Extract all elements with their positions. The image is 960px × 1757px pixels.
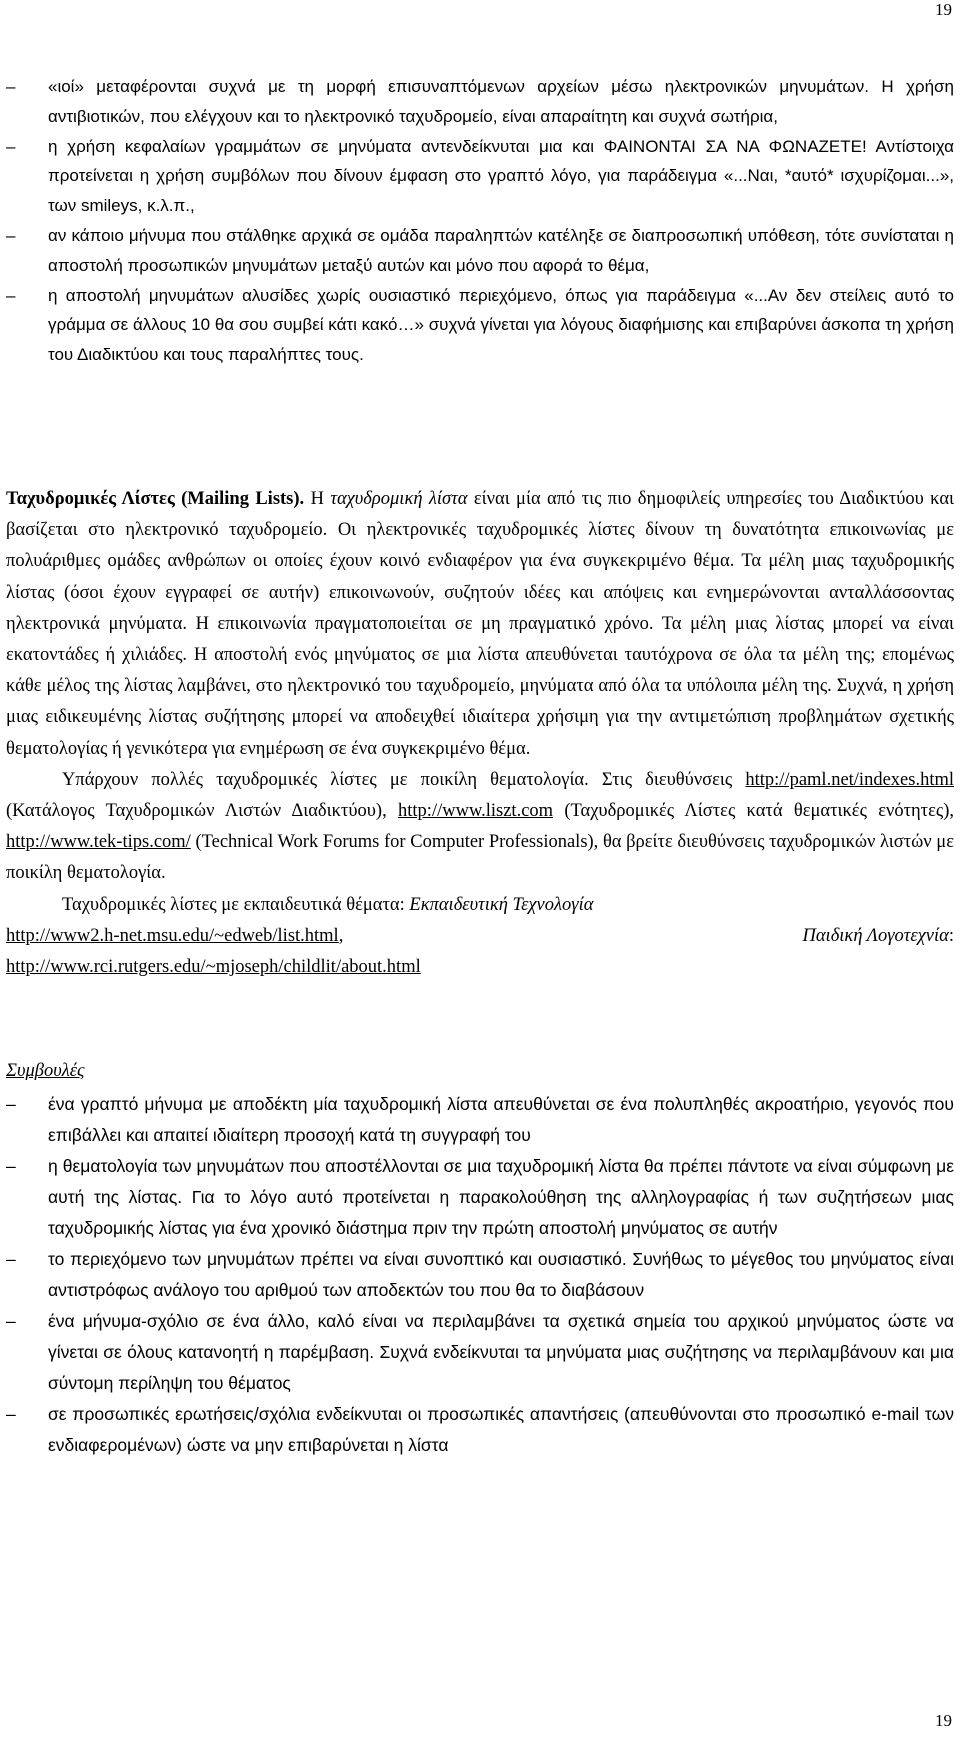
bullet-text: η χρήση κεφαλαίων γραμμάτων σε μηνύματα αντενδείκνυται μια και ΦΑΙΝΟΝΤΑΙ ΣΑ ΝΑ ΦΩΝΑΖΕΤΕ! Αντίστοιχα προτείνεται η χρήση συμβόλων που δίνουν έμφαση στο γραπτό λόγο, για παράδειγμα «...Ναι, *αυτό* ισχυρίζομαι...», των smileys, κ.λ.π., [48,136,954,216]
list-item [6,72,954,132]
topic-childrens-literature: Παιδική Λογοτεχνία [802,925,949,946]
advice-text: η θεματολογία των μηνυμάτων που αποστέλλονται σε μια ταχυδρομική λίστα θα πρέπει πάντοτε να είναι σύμφωνη με αυτή της λίστας. Για το λόγο αυτό προτείνεται η παρακολούθηση της αλληλογραφίας ή των συζητήσεων μιας ταχυδρομικής λίστας για ένα χρονικό διάστημα πριν την πρώτη αποστολή μηνύματος σε αυτήν [48,1156,954,1238]
dash-marker: – [6,225,16,245]
bullet-text: η αποστολή μηνυμάτων αλυσίδες χωρίς ουσιαστικό περιεχόμενο, όπως για παράδειγμα «...Αν δεν στείλεις αυτό το γράμμα σε άλλους 10 θα σου συμβεί κάτι κακό…» συχνά γίνεται για λόγους διαφήμισης και επιβαρύνει άσκοπα τη χρήση του Διαδικτύου και τους παραλήπτες τους. [48,285,954,365]
netiquette-bullet-list [6,72,954,370]
list-item [6,132,954,221]
list-item [6,1399,954,1461]
advice-text: το περιεχόμενο των μηνυμάτων πρέπει να είναι συνοπτικό και ουσιαστικό. Συνήθως το μέγεθος του μηνύματος είναι αντιστρόφως ανάλογο του αριθμού των αποδεκτών του που θα το διαβάσουν [48,1249,954,1300]
educational-lists-links: http://www2.h-net.msu.edu/~edweb/list.html, Παιδική Λογοτεχνία: [6,925,954,946]
term-mailing-list: ταχυδρομική λίστα [330,489,468,509]
dash-marker: – [6,285,16,305]
link-tek-tips[interactable]: http://www.tek-tips.com/ [6,832,191,853]
link-liszt[interactable]: http://www.liszt.com [398,801,554,822]
bullet-text: «ιοί» μεταφέρονται συχνά με τη μορφή επισυναπτόμενων αρχείων μέσω ηλεκτρονικών μηνυμάτων. Η χρήση αντιβιοτικών, που ελέγχουν και το ηλεκτρονικό ταχυδρομείο, είναι απαραίτητη και συχνά σωτήρια, [48,77,954,126]
topic-educational-technology: Εκπαιδευτική Τεχνολογία [409,894,594,915]
educational-lists-line: Ταχυδρομικές λίστες με εκπαιδευτικά θέματα: Εκπαιδευτική Τεχνολογία [62,894,594,915]
advice-text: σε προσωπικές ερωτήσεις/σχόλια ενδείκνυται οι προσωπικές απαντήσεις (απευθύνονται στο προσωπικό e-mail των ενδιαφερομένων) ώστε να μην επιβαρύνεται η λίστα [48,1404,954,1455]
dash-marker: – [6,77,16,96]
section-heading: Ταχυδρομικές Λίστες (Mailing Lists). [6,489,305,509]
dash-marker: – [6,1311,16,1331]
dash-marker: – [6,1094,16,1114]
mailing-lists-section [6,484,954,983]
bullet-text: αν κάποιο μήνυμα που στάλθηκε αρχικά σε ομάδα παραληπτών κατέληξε σε διαπροσωπική υπόθεση, τότε συνίσταται η αποστολή προσωπικών μηνυμάτων μεταξύ αυτών και μόνο που αφορά το θέμα, [48,225,954,275]
list-item [6,1306,954,1399]
advice-text: ένα γραπτό μήνυμα με αποδέκτη μία ταχυδρομική λίστα απευθύνεται σε ένα πολυπληθές ακροατήριο, γεγονός που επιβάλλει και απαιτεί ιδιαίτερη προσοχή κατά τη συγγραφή του [48,1094,954,1145]
advice-section [6,1056,954,1461]
dash-marker: – [6,1156,16,1176]
page-number-bottom: 19 [935,1711,952,1730]
list-item [6,221,954,281]
list-item [6,1151,954,1244]
link-rci-rutgers[interactable]: http://www.rci.rutgers.edu/~mjoseph/childlit/about.html [6,957,421,978]
page-number-top: 19 [935,0,952,19]
dash-marker: – [6,136,16,156]
mailing-lists-intro: Ταχυδρομικές Λίστες (Mailing Lists). Η ταχυδρομική λίστα είναι μία από τις πιο δημοφιλείς υπηρεσίες του Διαδικτύου και βασίζεται στο ηλεκτρονικό ταχυδρομείο. Οι ηλεκτρονικές ταχυδρομικές λίστες δίνουν τη δυνατότητα επικοινωνίας με πολυάριθμες ομάδες ανθρώπων οι οποίες έχουν κοινό ενδιαφέρον για ένα συγκεκριμένο θέμα. Τα μέλη μιας ταχυδρομικής λίστας (όσοι έχουν εγγραφεί σε αυτήν) επικοινωνούν, συζητούν ιδέες και απόψεις και ενημερώνονται ανταλλάσσοντας ηλεκτρονικά μηνύματα. Η επικοινωνία πραγματοποιείται σε μη πραγματικό χρόνο. Τα μέλη μιας λίστας μπορεί να είναι εκατοντάδες ή χιλιάδες. Η αποστολή ενός μηνύματος σε μια λίστα απευθύνεται ταυτόχρονα σε όλα τα μέλη της; επομένως κάθε μέλος της λίστας λαμβάνει, στο ηλεκτρονικό του ταχυδρομείο, μηνύματα από όλα τα υπόλοιπα μέλη της. Συχνά, η χρήση μιας ειδικευμένης λίστας συζήτησης μπορεί να αποδειχθεί ιδιαίτερα χρήσιμη για την αντιμετώπιση προβλημάτων σχετικής θεματολογίας ή γενικότερα για ενημέρωση σε ένα συγκεκριμένο θέμα. [6,489,954,759]
advice-text: ένα μήνυμα-σχόλιο σε ένα άλλο, καλό είναι να περιλαμβάνει τα σχετικά σημεία του αρχικού μηνύματος ώστε να γίνεται σε όλους κατανοητή η παρέμβαση. Συχνά ενδείκνυται τα μηνύματα μιας συζήτησης να περιλαμβάνουν και μια σύντομη περίληψη του θέματος [48,1311,954,1393]
link-paml[interactable]: http://paml.net/indexes.html [745,769,954,790]
advice-title: Συμβουλές [6,1061,85,1081]
childlit-link-line [6,952,954,983]
link-h-net[interactable]: http://www2.h-net.msu.edu/~edweb/list.html [6,925,339,946]
dash-marker: – [6,1404,16,1424]
list-item [6,1244,954,1306]
list-item [6,281,954,370]
list-item [6,1089,954,1151]
mailing-lists-directories: Υπάρχουν πολλές ταχυδρομικές λίστες με ποικίλη θεματολογία. Στις διευθύνσεις http://paml.net/indexes.html (Κατάλογος Ταχυδρομικών Λιστών Διαδικτύου), http://www.liszt.com (Ταχυδρομικές Λίστες κατά θεματικές ενότητες), http://www.tek-tips.com/ (Technical Work Forums for Computer Professionals), θα βρείτε διευθύνσεις ταχυδρομικών λιστών με ποικίλη θεματολογία. [6,769,955,884]
dash-marker: – [6,1249,16,1269]
